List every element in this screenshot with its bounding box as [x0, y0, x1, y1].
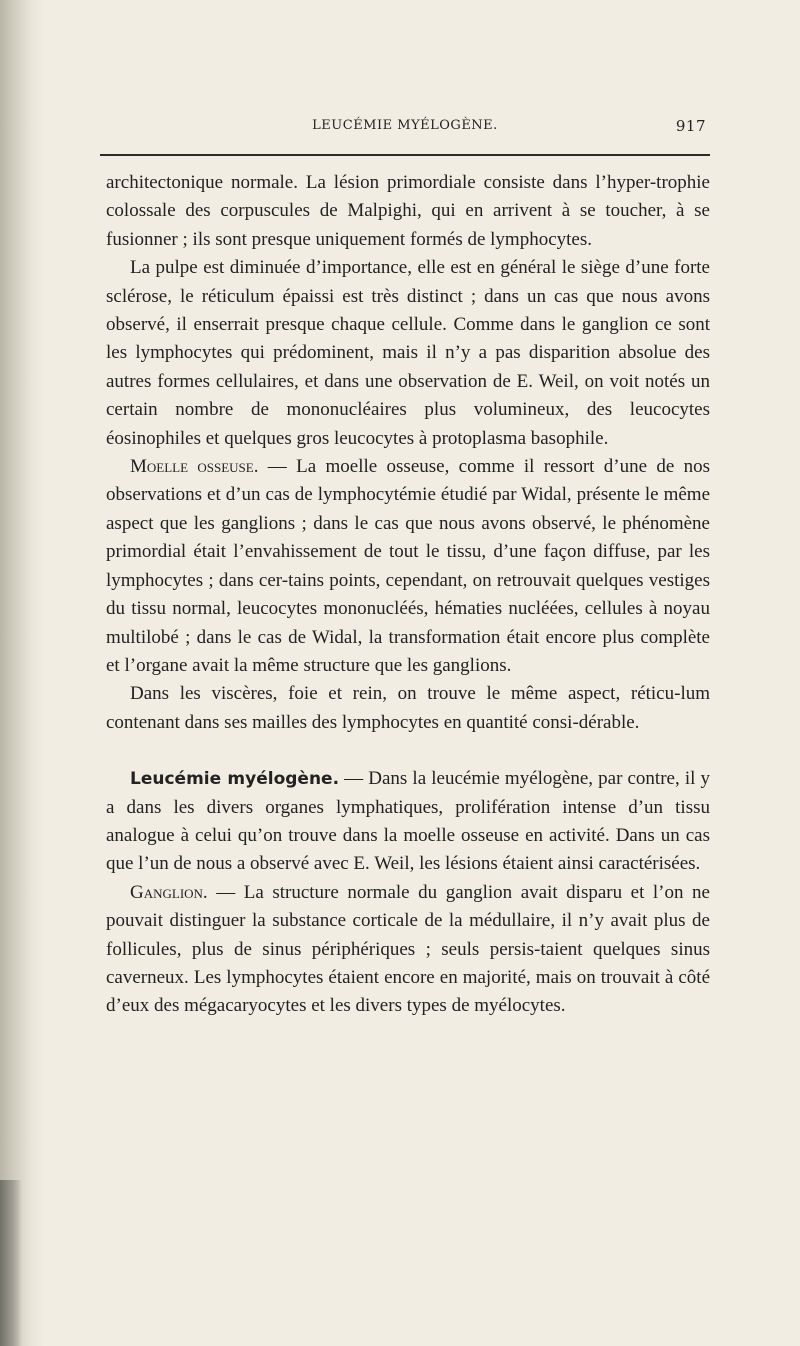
paragraph-2: La pulpe est diminuée d’importance, elle est en général le siège d’une forte sclérose, le réticulum épaissi est très distinct ; dans un cas que nous avons observé, il enserrait presque chaque cellule. Comme dans le ganglion ce sont les lymphocytes qui prédominent, mais il n’y a pas disparition absolue des autres formes cellulaires, et dans une observation de E. Weil, on voit notés un certain nombre de mononucléaires plus volumineux, des leucocytes éosinophiles et quelques gros leucocytes à protoplasma basophile. — [106, 257, 710, 449]
page-number: 917 — [675, 117, 706, 135]
section-gap — [106, 737, 710, 765]
page-edge-shadow — [0, 1180, 22, 1346]
page-binding-shadow — [0, 0, 44, 1346]
running-title: LEUCÉMIE MYÉLOGÈNE. — [312, 118, 498, 133]
paragraph-5-text: — Dans la leucémie myélogène, par contre, il y a dans les divers organes lymphatiques, prolifération intense d’un tissu analogue à celui qu’on trouve dans la moelle osseuse en activité. Dans un cas que l’un de nous a observé avec E. Weil, les lésions étaient ainsi caractérisées. — [106, 768, 710, 875]
paragraph-3-text: — La moelle osseuse, comme il ressort d’une de nos observations et d’un cas de lymphocytémie étudié par Widal, présente le même aspect que les ganglions ; dans le cas que nous avons observé, le phénomène primordial était l’envahissement de tout le tissu, d’une façon diffuse, par les lymphocytes ; dans cer-tains points, cependant, on retrouvait quelques vestiges du tissu normal, leucocytes mononucléés, hématies nucléées, cellules à noyau multilobé ; dans le cas de Widal, la transformation était encore plus complète et l’organe avait la même structure que les ganglions. — [106, 456, 711, 676]
paragraph-4: Dans les viscères, foie et rein, on trouve le même aspect, réticu-lum contenant dans ses mailles des lymphocytes en quantité consi-dérable. — [106, 683, 710, 733]
header-rule — [100, 154, 710, 156]
paragraph-6-text: — La structure normale du ganglion avait disparu et l’on ne pouvait distinguer la substance corticale de la médullaire, il n’y avait plus de follicules, plus de sinus périphériques ; seuls persis-taient quelques sinus caverneux. Les lymphocytes étaient encore en majorité, mais on trouvait à côté d’eux des mégacaryocytes et les divers types de myélocytes. — [106, 881, 710, 1017]
paragraph-1: architectonique normale. La lésion primordiale consiste dans l’hyper-trophie colossale des corpuscules de Malpighi, qui en arrivent à se toucher, à se fusionner ; ils sont presque uniquement formés de lymphocytes. — [106, 172, 710, 250]
section-heading-leucemie: Leucémie myélogène. — [130, 769, 340, 790]
page-header — [100, 118, 710, 140]
paragraph-3 — [106, 453, 710, 680]
section-heading-ganglion: Ganglion. — [130, 881, 208, 903]
section-heading-moelle: Moelle osseuse. — [130, 456, 259, 478]
body-text — [106, 169, 710, 1021]
paragraph-5 — [106, 765, 710, 879]
paragraph-6 — [106, 879, 710, 1021]
